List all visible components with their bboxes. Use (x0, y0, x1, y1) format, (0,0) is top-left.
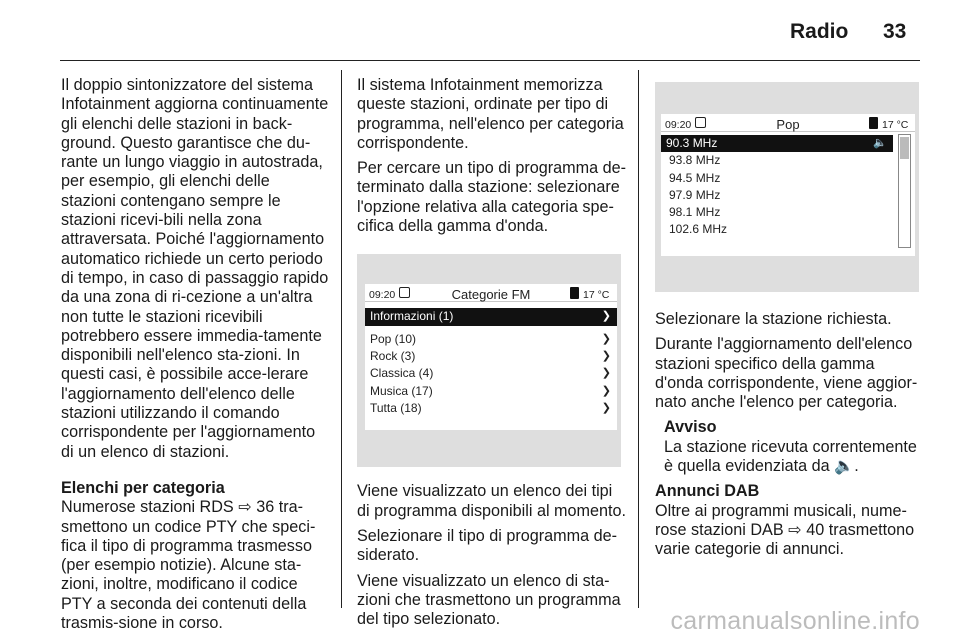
category-label: Tutta (18) (370, 400, 422, 415)
category-label: Pop (10) (370, 331, 417, 346)
category-row[interactable] (365, 400, 617, 417)
station-row[interactable] (661, 170, 915, 187)
col1-heading-categories: Elenchi per categoria (61, 478, 225, 497)
speaker-icon: 🔈 (873, 137, 887, 149)
station-list-scrollbar[interactable] (898, 134, 911, 248)
page-header (0, 0, 960, 62)
station-row[interactable] (661, 135, 893, 152)
category-label: Informazioni (1) (370, 309, 454, 324)
watermark: carmanualsonline.info (670, 607, 920, 635)
col1-paragraph-1: Il doppio sintonizzatore del sistema Infotainment aggiorna continuamente gli elenchi delle stazioni in back-ground. Questo garantisce che du-rante un lungo viaggio in autostrada, per esempio, gli elenchi delle stazioni contengano sempre le stazioni ricevi-bili nella zona attraversata. Poiché l'aggiornamento automatico richiede un certo periodo di tempo, in caso di passaggio rapido da una zona di ri-cezione a un'altra non tutte le stazioni ricevibili potrebbero essere immedia-tamente disponibili nell'elenco sta-zioni. In questi casi, è possibile acce-lerare l'aggiornamento dell'elenco delle stazioni utilizzando il comando corrispondente per l'aggiornamento di un elenco di stazioni. (61, 76, 329, 461)
category-label: Musica (17) (370, 383, 433, 398)
col1-paragraph-2: Numerose stazioni RDS ⇨ 36 tra-smettono un codice PTY che speci-fica il tipo di programma trasmesso (per esempio notizie). Alcune sta-zioni, inoltre, modificano il codice PTY a seconda dei contenuti della trasmis-sione in corso. (61, 498, 316, 633)
chevron-right-icon: ❯ (601, 384, 611, 397)
category-row[interactable] (365, 308, 617, 325)
column-3 (655, 76, 925, 566)
display-pop-stations (661, 114, 915, 256)
chevron-right-icon: ❯ (601, 349, 611, 362)
col2-paragraph-1: Il sistema Infotainment memorizza queste stazioni, ordinate per tipo di programma, nell'elenco per categoria corrispondente. (357, 76, 624, 152)
category-row[interactable] (365, 348, 617, 365)
station-row[interactable] (661, 221, 915, 238)
page-number: 33 (883, 20, 907, 43)
col2-paragraph-2: Per cercare un tipo di programma de-terminato dalla stazione: selezionare l'opzione relativa alla categoria spe-cifica della gamma d'onda. (357, 159, 627, 236)
screenshot-pop-stations (655, 82, 919, 292)
category-label: Rock (3) (370, 348, 416, 363)
display-title: Pop (776, 117, 800, 132)
station-row[interactable] (661, 187, 915, 204)
station-frequency: 98.1 MHz (669, 205, 721, 220)
section-title: Radio (790, 20, 849, 43)
chevron-right-icon: ❯ (601, 332, 611, 345)
scrollbar-thumb[interactable] (900, 137, 909, 159)
display-temperature: 17 °C (882, 119, 909, 131)
station-frequency: 90.3 MHz (666, 136, 718, 150)
col3-paragraph-1: Selezionare la stazione richiesta. (655, 310, 892, 328)
col2-paragraph-3: Viene visualizzato un elenco dei tipi di programma disponibili al momento. (357, 482, 627, 520)
header-rule (60, 60, 920, 61)
category-row[interactable] (365, 365, 617, 382)
category-row[interactable] (365, 383, 617, 400)
chevron-right-icon: ❯ (601, 401, 611, 414)
station-frequency: 94.5 MHz (669, 170, 721, 185)
chevron-right-icon: ❯ (601, 310, 611, 323)
column-divider-1 (341, 70, 342, 608)
note-title: Avviso (664, 418, 717, 437)
column-1 (61, 76, 329, 639)
display-time: 09:20 (369, 289, 396, 302)
chevron-right-icon: ❯ (601, 367, 611, 380)
phone-icon (869, 117, 878, 129)
station-frequency: 102.6 MHz (669, 222, 728, 237)
screenshot-fm-categories (357, 254, 621, 467)
category-row[interactable] (365, 331, 617, 348)
station-frequency: 97.9 MHz (669, 187, 721, 202)
col2-paragraph-5: Viene visualizzato un elenco di sta-zioni che trasmettono un programma del tipo selezionato. (357, 571, 621, 629)
column-divider-2 (638, 70, 639, 608)
display-fm-categories (365, 284, 617, 430)
col3-paragraph-2: Durante l'aggiornamento dell'elenco stazioni specifico della gamma d'onda corrispondente, viene aggior-nato anche l'elenco per categoria. (655, 335, 918, 412)
display-status-bar (365, 284, 617, 302)
station-row[interactable] (661, 204, 915, 221)
station-frequency: 93.8 MHz (669, 153, 721, 168)
display-temperature: 17 °C (583, 289, 610, 302)
note-text: La stazione ricevuta correntemente è quella evidenziata da 🔈. (664, 437, 917, 476)
col2-paragraph-4: Selezionare il tipo di programma de-siderato. (357, 526, 618, 565)
phone-icon (570, 287, 579, 299)
station-row[interactable] (661, 152, 915, 169)
display-time: 09:20 (665, 119, 692, 131)
display-status-bar (661, 114, 915, 132)
category-label: Classica (4) (370, 366, 434, 381)
column-2 (357, 76, 627, 635)
display-title: Categorie FM (451, 287, 531, 303)
col3-paragraph-3: Oltre ai programmi musicali, nume-rose stazioni DAB ⇨ 40 trasmettono varie categorie di annunci. (655, 501, 915, 559)
col3-heading-dab: Annunci DAB (655, 482, 760, 501)
